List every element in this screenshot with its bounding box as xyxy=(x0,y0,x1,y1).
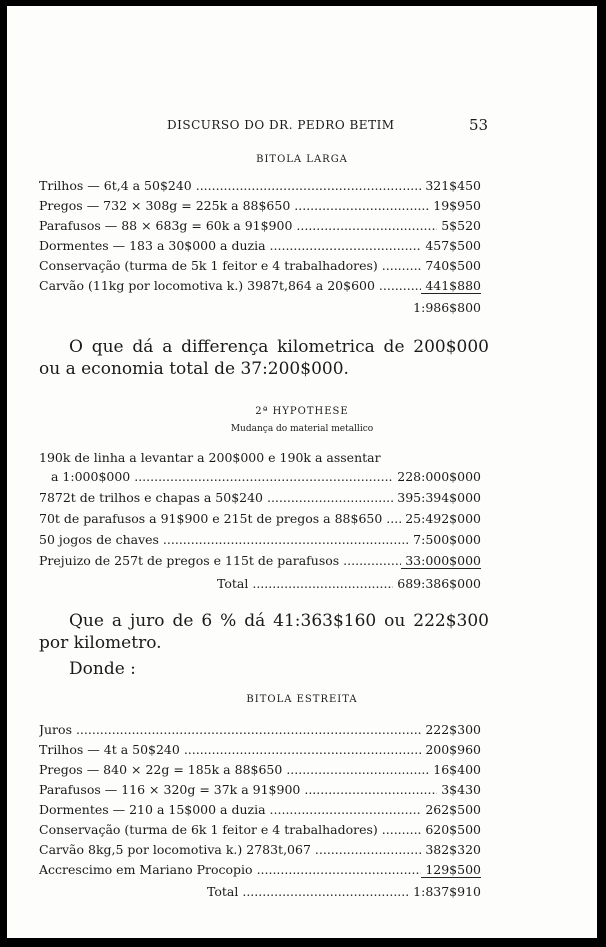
table2-row: 70t de parafusos a 91$900 e 215t de pregos a 88$650 ..... 25:492$000 xyxy=(39,511,481,526)
table2-row: 190k de linha a levantar a 200$000 e 190k a assentar xyxy=(39,450,381,465)
table2-row: 50 jogos de chaves ..... 7:500$000 xyxy=(39,532,481,547)
donde-label: Donde : xyxy=(69,659,136,679)
paragraph-difference: O que dá a differença kilometrica de 200$000 ou a economia total de 37:200$000. xyxy=(39,337,489,379)
table3-total-label: Total ..... xyxy=(207,884,409,899)
table3-row: Accrescimo em Mariano Procopio ..... 129$500 xyxy=(39,862,481,878)
table3-row: Carvão 8kg,5 por locomotiva k.) 2783t,067 ..... 382$320 xyxy=(39,842,481,857)
table2-total-label: Total ..... xyxy=(217,576,393,591)
table1-row: Parafusos — 88 × 683g = 60k a 91$900 ..... 5$520 xyxy=(39,218,481,233)
table2-row: a 1:000$000 ..... 228:000$000 xyxy=(51,469,481,484)
table1-row: Trilhos — 6t,4 a 50$240 ..... 321$450 xyxy=(39,178,481,193)
table2-total-row xyxy=(217,576,481,591)
page-number: 53 xyxy=(469,116,489,134)
table3-total-row xyxy=(207,884,481,899)
table3-row: Juros ..... 222$300 xyxy=(39,722,481,737)
table1-title: BITOLA LARGA xyxy=(256,154,348,165)
table2-row: Prejuizo de 257t de pregos e 115t de parafusos ..... 33:000$000 xyxy=(39,553,481,569)
table2-total: 689:386$000 xyxy=(397,576,481,591)
table3-row: Pregos — 840 × 22g = 185k a 88$650 ..... 16$400 xyxy=(39,762,481,777)
table2-row: 7872t de trilhos e chapas a 50$240 ..... 395:394$000 xyxy=(39,490,481,505)
table3-title: BITOLA ESTREITA xyxy=(246,694,358,705)
paragraph-interest: Que a juro de 6 % dá 41:363$160 ou 222$300 por kilometro. xyxy=(39,611,489,653)
table1-row: Dormentes — 183 a 30$000 a duzia ..... 457$500 xyxy=(39,238,481,253)
table3-row: Conservação (turma de 6k 1 feitor e 4 trabalhadores) ..... 620$500 xyxy=(39,822,481,837)
table3-total: 1:837$910 xyxy=(413,884,481,899)
table1-row: Pregos — 732 × 308g = 225k a 88$650 ..... 19$950 xyxy=(39,198,481,213)
table1-total: 1:986$800 xyxy=(413,300,481,315)
table1-row: Carvão (11kg por locomotiva k.) 3987t,864 a 20$600 ..... 441$880 xyxy=(39,278,481,294)
table3-row: Dormentes — 210 a 15$000 a duzia ..... 262$500 xyxy=(39,802,481,817)
table3-row: Parafusos — 116 × 320g = 37k a 91$900 ..... 3$430 xyxy=(39,782,481,797)
table2-title: 2ª HYPOTHESE xyxy=(255,406,349,417)
table3-row: Trilhos — 4t a 50$240 ..... 200$960 xyxy=(39,742,481,757)
table1-row: Conservação (turma de 5k 1 feitor e 4 trabalhadores) ..... 740$500 xyxy=(39,258,481,273)
document-page xyxy=(7,6,597,938)
table2-subtitle: Mudança do material metallico xyxy=(230,424,374,434)
running-title: DISCURSO DO DR. PEDRO BETIM xyxy=(167,118,395,132)
